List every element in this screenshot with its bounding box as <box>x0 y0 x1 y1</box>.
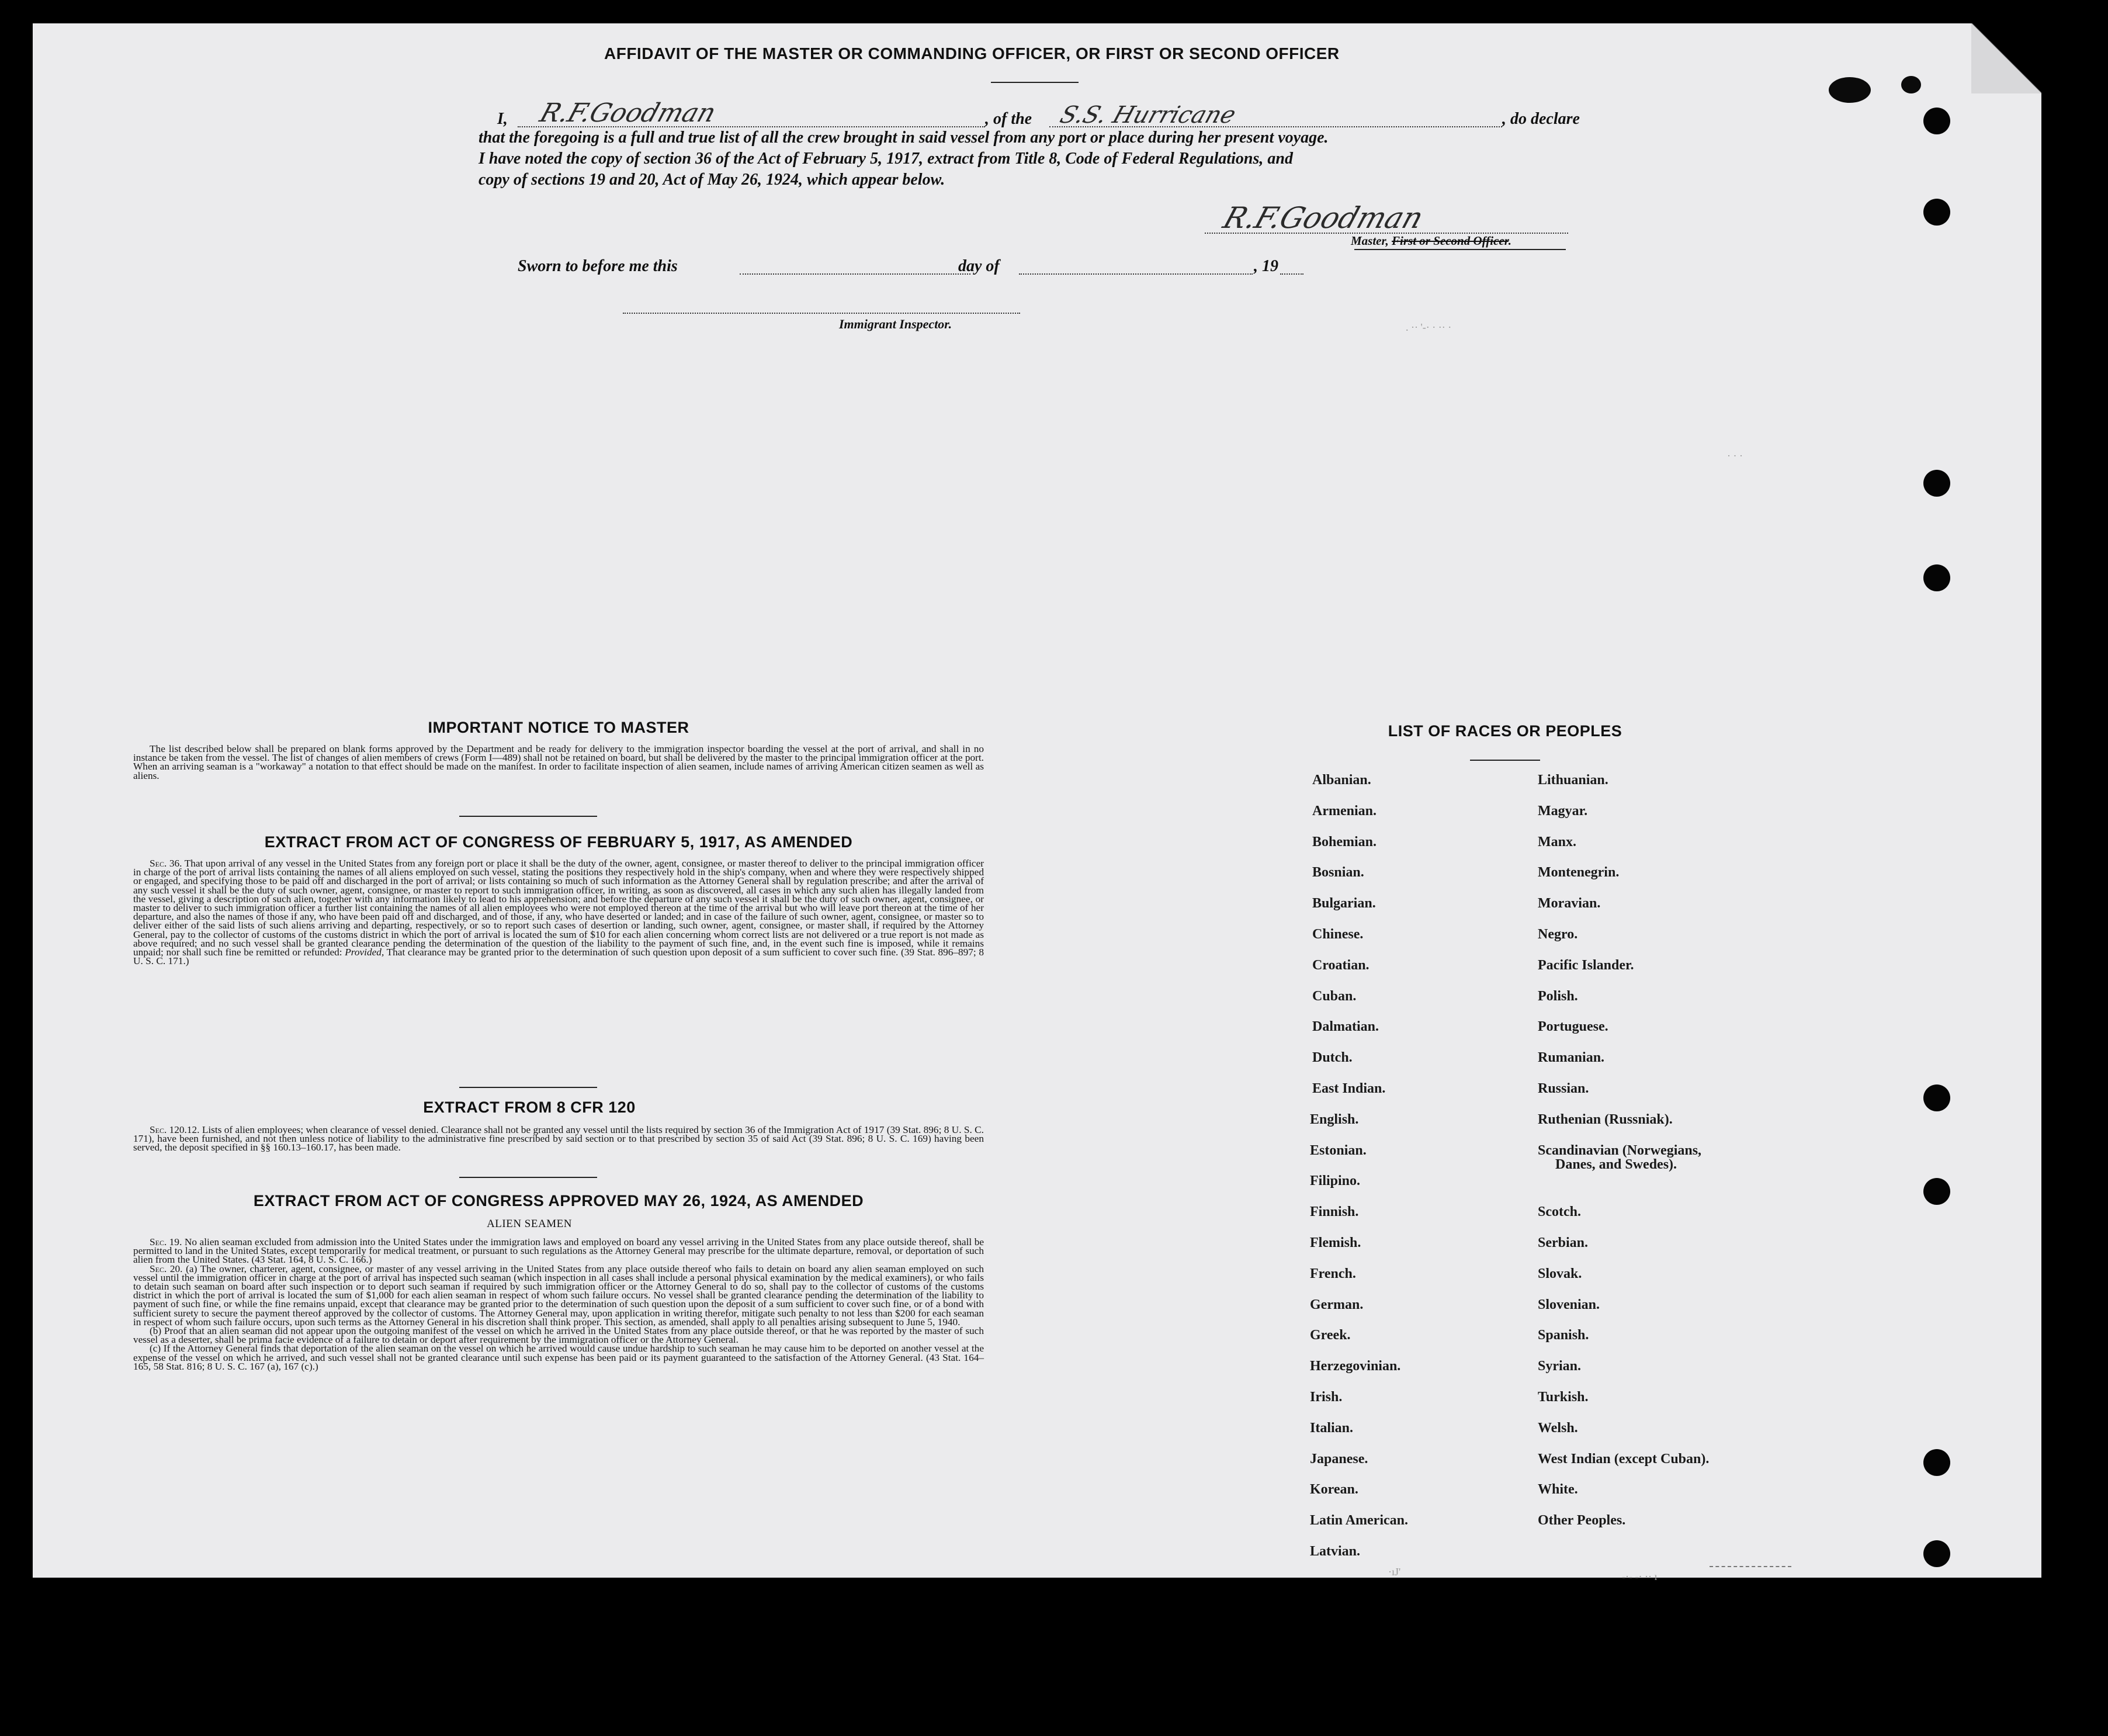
section-120-label: Sec. 120.12. <box>150 1124 200 1135</box>
punch-hole <box>1923 199 1950 226</box>
race-item: White. <box>1538 1482 1578 1498</box>
race-item: English. <box>1310 1111 1359 1127</box>
race-item: Dutch. <box>1312 1050 1353 1066</box>
section-20-label: Sec. 20. <box>150 1263 183 1274</box>
punch-hole <box>1923 1084 1950 1111</box>
affidavit-title: AFFIDAVIT OF THE MASTER OR COMMANDING OFFICER, OR FIRST OR SECOND OFFICER <box>604 44 1340 63</box>
section-36-text-end: That clearance may be granted prior to the determination of such question upon deposit of a sum sufficient to cover such fine. (39 Stat. 896–897; 8 U. S. C. 171.) <box>133 947 984 967</box>
declaration-line-2: that the foregoing is a full and true list of all the crew brought in said vessel from any port or place during her present voyage. <box>479 129 1329 147</box>
race-item: Slovenian. <box>1538 1297 1600 1312</box>
section-36-text: That upon arrival of any vessel in the United States from any foreign port or place it shall be the duty of the owner, agent, consignee, or master thereof to deliver to the principal immigration officer in charge of the port of arrival lists containing the names of all aliens employed on such vessel, stating the positions they respectively hold in the ship's company, when and where they were respectively shipped or engaged, and specifying those to be paid off and discharged in the port of arrival; or lists containing so much of such information as the Attorney General shall by regulation prescribe; and after the arrival of any such vessel it shall be the duty of such owner, agent, consignee, or master to report to such immigration officer, in writing, as soon as discovered, all cases in which any such alien has illegally landed from the vessel, giving a description of such alien, together with any information likely to lead to his apprehension; and before the departure of any such vessel it shall be the duty of such owner, agent, consignee, or master to deliver to such immigration officer a further list containing the names of all alien employees who were not employed thereon at the time of the arrival but who will leave port thereon at the time of her departure, and also the names of those if any, who have been paid off and discharged, and of those, if any, who have deserted or landed; and in case of the failure of such owner, agent, consignee, or master so to deliver either of the said lists of such aliens arriving and departing, respectively, or so to report such cases of desertion or landing, such owner, agent, consignee, or master shall, if required by the Attorney General, pay to the collector of customs of the customs district in which the port of arrival is located the sum of $10 for each alien concerning whom correct lists are not delivered or a true report is not made as above required; and no such vessel shall be granted clearance pending the determination of the question of the liability to the payment of such fine, and, in the event such fine is imposed, while it remains unpaid; nor shall such fine be remitted or refunded: <box>133 858 984 958</box>
of-the-label: , of the <box>985 110 1032 128</box>
punch-hole <box>1923 470 1950 497</box>
day-of-label: day of <box>958 257 1000 275</box>
race-item: Estonian. <box>1310 1142 1367 1158</box>
master-role-suffix: . <box>1508 234 1511 248</box>
section-20c-paragraph: (c) If the Attorney General finds that deportation of the alien seaman on the vessel on which he arrived would cause undue hardship to such seaman he may cause him to be deported on another vessel at the expense of the vessel on which he arrived, and such vessel shall not be granted clearance until such expense has been paid or its payment guaranteed to the satisfaction of the Attorney General. (43 Stat. 164–165, 58 Stat. 816; 8 U. S. C. 167 (a), 167 (c).) <box>133 1343 984 1372</box>
faint-mark: . ·· '-· · ·· · <box>1406 321 1452 333</box>
ink-blot <box>1901 76 1921 93</box>
race-item: Bosnian. <box>1312 865 1364 881</box>
vessel-name: S.S. Hurricane <box>1056 102 1239 129</box>
section-20a-paragraph <box>133 1264 984 1326</box>
race-item: Flemish. <box>1310 1235 1361 1250</box>
race-item: Dalmatian. <box>1312 1019 1379 1035</box>
race-item: Cuban. <box>1312 988 1357 1004</box>
race-item: Scotch. <box>1538 1204 1581 1220</box>
document-page <box>33 23 2041 1582</box>
extract-1917-divider <box>459 1087 597 1088</box>
punch-hole <box>1923 1540 1950 1567</box>
race-item: Moravian. <box>1538 896 1601 912</box>
punch-hole <box>1923 564 1950 591</box>
notice-paragraph: The list described below shall be prepared on blank forms approved by the Department and be ready for delivery to the immigration inspector boarding the vessel at the port of arrival, and shall in no instance be taken from the vessel. The list of changes of alien members of crews (Form I—489) shall not be retained on board, but shall be delivered by the master to the principal immigration officer at the port. When an arriving seaman is a "workaway" a notation to that effect should be made on the manifest. In order to facilitate inspection of alien seamen, include names of arriving American citizen seamen as well as aliens. <box>133 743 984 781</box>
race-item: Russian. <box>1538 1081 1589 1096</box>
punch-hole <box>1923 108 1950 134</box>
races-title: LIST OF RACES OR PEOPLES <box>1388 722 1622 740</box>
sworn-month-line <box>1019 273 1253 275</box>
race-item: Chinese. <box>1312 927 1364 942</box>
section-20a-text: (a) The owner, charterer, agent, consignee, or master of any vessel arriving in the United States from any place outside thereof who fails to detain on board any alien seaman employed on such vessel until the immigration officer in charge at the port of arrival has inspected such seaman (which inspection in all cases shall include a personal physical examination by the medical examiners), or who fails to detain such seaman on board after such inspection or to deport such seaman if required by such immigration officer or the Attorney General to do so, shall pay to the collector of customs of the customs district in which the port of arrival is located the sum of $1,000 for each alien seaman in respect of whom such failure occurs. No vessel shall be granted clearance pending the determination of the liability to payment of such fine, or while the fine remains unpaid, except that clearance may be granted prior to the determination of such question upon the deposit of a sum sufficient to cover such fine, or of a bond with sufficient surety to secure the payment thereof approved by the collector of customs. The Attorney General may, upon application in writing therefor, mitigate such penalty to not less than $200 for each seaman in respect of whom such failure occurs, upon such terms as the Attorney General in his discretion shall think proper. This section, as amended, shall apply to all penalties arising subsequent to June 5, 1940. <box>133 1263 984 1328</box>
sworn-year-line <box>1280 273 1303 275</box>
section-19-text: No alien seaman excluded from admission into the United States under the immigration laws and employed on board any vessel arriving in the United States from any place outside thereof, shall be permitted to land in the United States, except temporarily for medical treatment, or pursuant to such regulations as the Attorney General may prescribe for the ultimate departure, removal, or deportation of such alien from the United States. (43 Stat. 164, 8 U. S. C. 166.) <box>133 1236 984 1266</box>
race-item: Polish. <box>1538 988 1578 1004</box>
race-item: Montenegrin. <box>1538 865 1620 881</box>
race-item: Armenian. <box>1312 803 1377 819</box>
race-item: East Indian. <box>1312 1081 1386 1096</box>
alien-seamen-subtitle: ALIEN SEAMEN <box>487 1218 572 1230</box>
sworn-label: Sworn to before me this <box>518 257 678 275</box>
notice-text <box>133 744 984 780</box>
race-item: West Indian (except Cuban). <box>1538 1451 1710 1467</box>
extract-1924-text <box>133 1238 984 1371</box>
faint-mark: -·- -· ·· ı <box>1622 1571 1658 1582</box>
section-36-label: Sec. 36. <box>150 858 182 869</box>
notice-divider <box>459 816 597 817</box>
race-item: Danes, and Swedes). <box>1555 1156 1677 1172</box>
master-role-underline <box>1354 249 1566 250</box>
declaration-line-4: copy of sections 19 and 20, Act of May 26, 1924, which appear below. <box>479 171 945 189</box>
punch-hole <box>1923 1449 1950 1476</box>
race-item: Latvian. <box>1310 1544 1361 1559</box>
race-item: Lithuanian. <box>1538 772 1608 788</box>
race-item: Scandinavian (Norwegians, <box>1538 1142 1702 1158</box>
extract-cfr-paragraph <box>133 1125 984 1152</box>
extract-1924-title: EXTRACT FROM ACT OF CONGRESS APPROVED MAY 26, 1924, AS AMENDED <box>253 1192 864 1210</box>
race-item: Japanese. <box>1310 1451 1368 1467</box>
race-item: Other Peoples. <box>1538 1513 1626 1529</box>
race-item: Spanish. <box>1538 1328 1589 1343</box>
extract-1917-text <box>133 859 984 965</box>
race-item: Bohemian. <box>1312 834 1377 850</box>
sworn-date-line <box>740 273 970 275</box>
folded-corner <box>1971 23 2041 93</box>
title-divider <box>991 82 1079 83</box>
ink-blot <box>1829 77 1871 103</box>
race-item: Latin American. <box>1310 1513 1408 1529</box>
proviso-label: Provided, <box>345 947 384 958</box>
officer-signature: R.F.Goodman <box>536 98 720 128</box>
faint-mark: · · · <box>1727 450 1743 462</box>
i-label: I, <box>497 110 508 128</box>
race-item: Croatian. <box>1312 957 1369 973</box>
race-item: Negro. <box>1538 927 1578 942</box>
race-item: Rumanian. <box>1538 1050 1605 1066</box>
race-item: Italian. <box>1310 1420 1354 1436</box>
race-item: Turkish. <box>1538 1390 1589 1405</box>
section-19-label: Sec. 19. <box>150 1236 182 1248</box>
race-item: Greek. <box>1310 1328 1351 1343</box>
race-item: Korean. <box>1310 1482 1358 1498</box>
inspector-label: Immigrant Inspector. <box>839 317 952 331</box>
race-item: Ruthenian (Russniak). <box>1538 1111 1673 1127</box>
race-item: Slovak. <box>1538 1266 1582 1281</box>
inspector-signature-line <box>623 313 1020 314</box>
race-item: German. <box>1310 1297 1364 1312</box>
race-item: Syrian. <box>1538 1359 1582 1374</box>
race-item: Herzegovinian. <box>1310 1359 1401 1374</box>
faint-mark: ·ıJ' <box>1388 1566 1401 1578</box>
race-item: French. <box>1310 1266 1356 1281</box>
section-20b-paragraph: (b) Proof that an alien seaman did not appear upon the outgoing manifest of the vessel on which he arrived in the United States from any place outside thereof, or that he was reported by the master of such vessel as a deserter, shall be prima facie evidence of a failure to detain or deport after requirement by the immigration officer or the Attorney General. <box>133 1325 984 1346</box>
declaration-line-3: I have noted the copy of section 36 of the Act of February 5, 1917, extract from Title 8, Code of Federal Regulations, and <box>479 150 1293 168</box>
faint-dash-line <box>1710 1566 1791 1567</box>
race-item: Magyar. <box>1538 803 1588 819</box>
notice-title: IMPORTANT NOTICE TO MASTER <box>428 719 689 736</box>
extract-1917-title: EXTRACT FROM ACT OF CONGRESS OF FEBRUARY 5, 1917, AS AMENDED <box>264 833 853 851</box>
race-item: Serbian. <box>1538 1235 1589 1250</box>
extract-1917-paragraph <box>133 859 984 965</box>
extract-cfr-text <box>133 1125 984 1152</box>
section-120-text: Lists of alien employees; when clearance of vessel denied. Clearance shall not be granted any vessel until the lists required by section 36 of the Immigration Act of 1917 (39 Stat. 896; 8 U. S. C. 171), have been furnished, and not then unless notice of liability to the administrative fine prescribed by said section or to that prescribed by section 35 of said Act (39 Stat. 896; 8 U. S. C. 169) having been served, the deposit specified in §§ 160.13–160.17, has been made. <box>133 1124 984 1153</box>
race-item: Manx. <box>1538 834 1576 850</box>
extract-cfr-divider <box>459 1177 597 1178</box>
do-declare-label: , do declare <box>1502 110 1580 128</box>
section-19-paragraph <box>133 1238 984 1264</box>
punch-hole <box>1923 1178 1950 1205</box>
race-item: Welsh. <box>1538 1420 1578 1436</box>
master-role-struck: First or Second Officer <box>1392 234 1509 248</box>
year-label: , 19 <box>1254 257 1278 275</box>
race-item: Albanian. <box>1312 772 1371 788</box>
master-role-prefix: Master, <box>1351 234 1389 248</box>
races-divider <box>1470 760 1540 761</box>
race-item: Filipino. <box>1310 1173 1361 1189</box>
race-item: Pacific Islander. <box>1538 957 1634 973</box>
race-item: Bulgarian. <box>1312 896 1376 912</box>
race-item: Portuguese. <box>1538 1019 1608 1035</box>
race-item: Finnish. <box>1310 1204 1359 1220</box>
master-signature: R.F.Goodman <box>1219 201 1428 235</box>
race-item: Irish. <box>1310 1390 1343 1405</box>
extract-cfr-title: EXTRACT FROM 8 CFR 120 <box>423 1099 636 1116</box>
master-role-label <box>1351 234 1511 248</box>
